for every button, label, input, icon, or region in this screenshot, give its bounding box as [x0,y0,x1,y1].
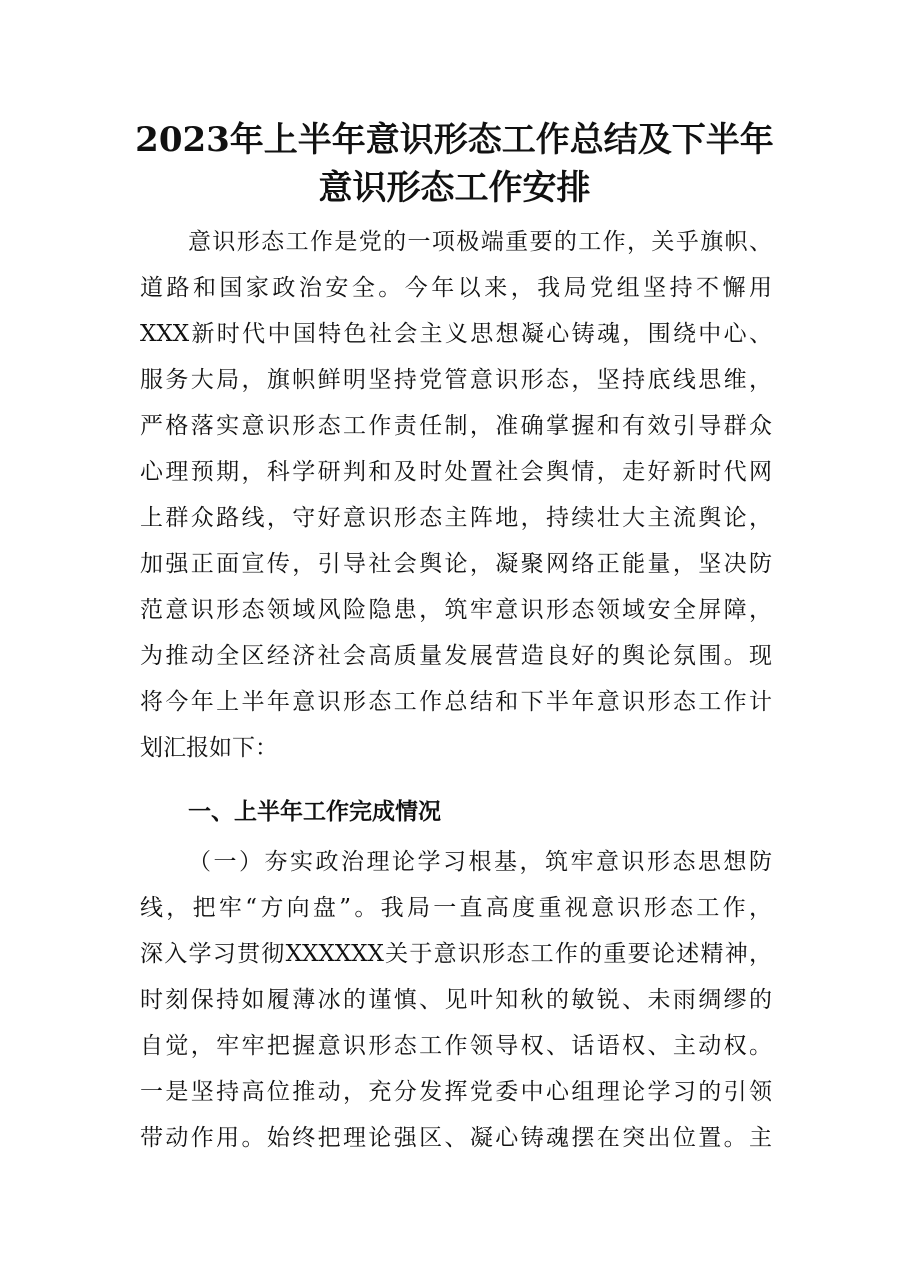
intro-line: 严格落实意识形态工作责任制，准确掌握和有效引导群众 [140,413,772,439]
section-line: 自觉，牢牢把握意识形态工作领导权、话语权、主动权。 [140,1033,772,1059]
section-line: 线，把牢“方向盘”。我局一直高度重视意识形态工作， [140,895,772,921]
intro-line: 上群众路线，守好意识形态主阵地，持续壮大主流舆论， [140,505,772,531]
intro-line: 心理预期，科学研判和及时处置社会舆情，走好新时代网 [140,459,772,485]
section-heading: 一、上半年工作完成情况 [188,799,441,825]
document-title-line-2: 意识形态工作安排 [318,168,591,208]
intro-line: 划汇报如下： [140,735,278,761]
intro-line: 加强正面宣传，引导社会舆论，凝聚网络正能量，坚决防 [140,551,772,577]
section-line: 带动作用。始终把理论强区、凝心铸魂摆在突出位置。主 [140,1125,772,1151]
intro-line: 范意识形态领域风险隐患，筑牢意识形态领域安全屏障， [140,597,772,623]
section-line: 时刻保持如履薄冰的谨慎、见叶知秋的敏锐、未雨绸缪的 [140,987,772,1013]
section-line: 深入学习贯彻XXXXXX关于意识形态工作的重要论述精神， [140,941,772,967]
intro-line: 道路和国家政治安全。今年以来，我局党组坚持不懈用 [140,275,772,301]
section-line: 一是坚持高位推动，充分发挥党委中心组理论学习的引领 [140,1079,772,1105]
section-line: （一）夯实政治理论学习根基，筑牢意识形态思想防 [188,849,772,875]
intro-line: 意识形态工作是党的一项极端重要的工作，关乎旗帜、 [188,229,772,255]
intro-line: 将今年上半年意识形态工作总结和下半年意识形态工作计 [140,689,772,715]
document-title-line-1: 2023年上半年意识形态工作总结及下半年 [135,120,774,160]
intro-line: XXX新时代中国特色社会主义思想凝心铸魂，围绕中心、 [140,321,772,347]
intro-line: 服务大局，旗帜鲜明坚持党管意识形态，坚持底线思维， [140,367,772,393]
intro-line: 为推动全区经济社会高质量发展营造良好的舆论氛围。现 [140,643,772,669]
